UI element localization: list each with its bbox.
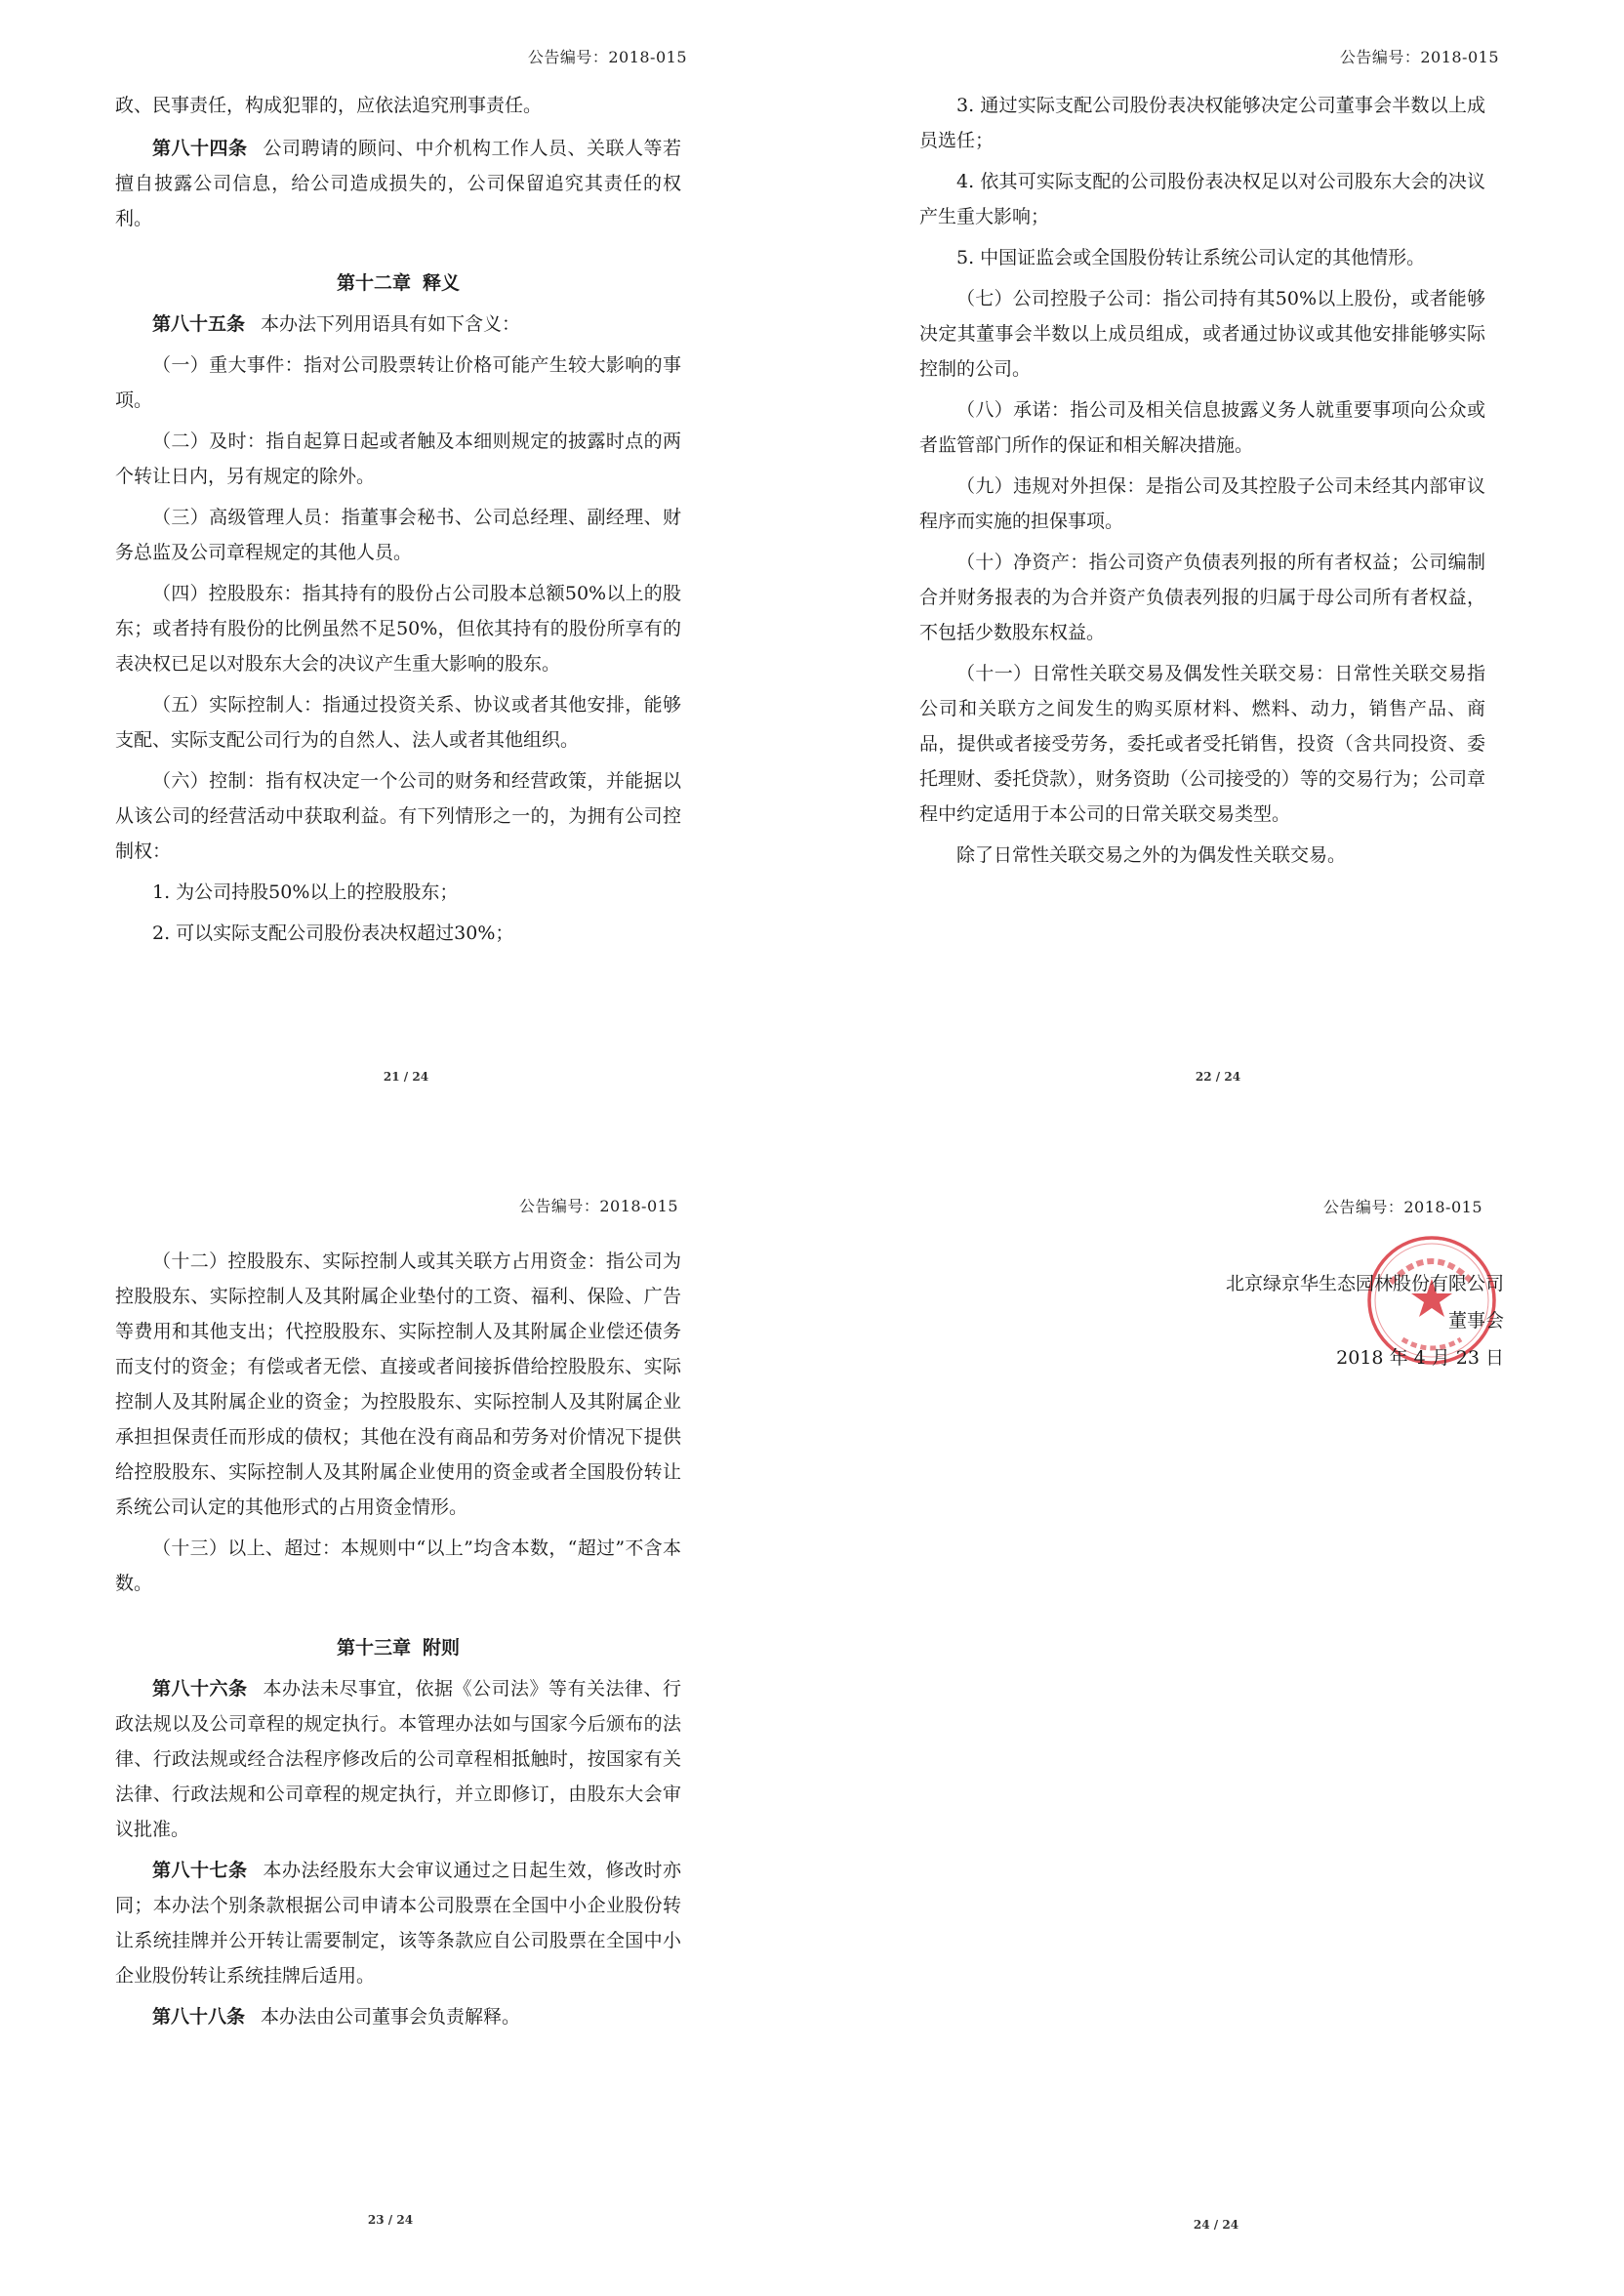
page-23	[0, 1148, 812, 2296]
page-22	[812, 0, 1624, 1148]
definition-item: （四）控股股东：指其持有的股份占公司股本总额50%以上的股东；或者持有股份的比例虽然不足50%，但依其持有的股份所享有的表决权已足以对股东大会的决议产生重大影响的股东。	[115, 583, 681, 675]
signature-block	[1226, 1265, 1504, 1376]
definition-item: （十一）日常性关联交易及偶发性关联交易：日常性关联交易指公司和关联方之间发生的购买原材料、燃料、动力，销售产品、商品，提供或者接受劳务，委托或者受托销售，投资（含共同投资、委托理财、委托贷款），财务资助（公司接受的）等的交易行为；公司章程中约定适用于本公司的日常关联交易类型。	[919, 663, 1485, 825]
page-24	[812, 1148, 1624, 2296]
paragraph-text: 本办法下列用语具有如下含义：	[261, 313, 521, 335]
chapter-name: 释义	[423, 272, 461, 294]
article-paragraph	[115, 1999, 681, 2034]
paragraph-text: 本办法未尽事宜，依据《公司法》等有关法律、行政法规以及公司章程的规定执行。本管理办法如与国家今后颁布的法律、行政法规或经合法程序修改后的公司章程相抵触时，按国家有关法律、行政法规和公司章程的规定执行，并立即修订，由股东大会审议批准。	[115, 1678, 681, 1840]
page-number: 23 / 24	[367, 2213, 414, 2227]
list-item: 2. 可以实际支配公司股份表决权超过30%；	[152, 922, 514, 944]
doc-number: 公告编号：2018-015	[1322, 1198, 1482, 1216]
chapter-heading	[115, 1630, 681, 1665]
page-body	[115, 88, 681, 957]
definition-item: （三）高级管理人员：指董事会秘书、公司总经理、副经理、财务总监及公司章程规定的其他人员。	[115, 507, 681, 563]
paragraph-text: 本办法由公司董事会负责解释。	[261, 2006, 521, 2028]
paragraph-text: 本办法经股东大会审议通过之日起生效，修改时亦同；本办法个别条款根据公司申请本公司股票在全国中小企业股份转让系统挂牌并公开转让需要制定，该等条款应自公司股票在全国中小企业股份转让系统挂牌后适用。	[115, 1860, 681, 1987]
page-21	[0, 0, 812, 1148]
definition-item: （十）净资产：指公司资产负债表列报的所有者权益；公司编制合并财务报表的为合并资产负债表列报的归属于母公司所有者权益，不包括少数股东权益。	[919, 552, 1485, 643]
definition-item: （七）公司控股子公司：指公司持有其50%以上股份，或者能够决定其董事会半数以上成员组成，或者通过协议或其他安排能够实际控制的公司。	[919, 288, 1485, 380]
chapter-name: 附则	[423, 1637, 461, 1659]
article-paragraph	[115, 307, 681, 342]
board-name: 董事会	[1447, 1310, 1504, 1332]
list-item: 5. 中国证监会或全国股份转让系统公司认定的其他情形。	[956, 247, 1426, 268]
page-body	[115, 1244, 681, 2040]
article-paragraph	[115, 1671, 681, 1847]
paragraph: 除了日常性关联交易之外的为偶发性关联交易。	[956, 844, 1347, 866]
paragraph-text: 公司聘请的顾问、中介机构工作人员、关联人等若擅自披露公司信息，给公司造成损失的，公司保留追究其责任的权利。	[115, 138, 681, 229]
article-number: 第八十八条	[152, 2006, 246, 2028]
article-number: 第八十五条	[152, 313, 246, 335]
company-name: 北京绿京华生态园林股份有限公司	[1225, 1273, 1504, 1294]
chapter-heading	[115, 266, 681, 301]
article-number: 第八十七条	[152, 1860, 248, 1881]
doc-number: 公告编号：2018-015	[518, 1197, 678, 1215]
definition-item: （八）承诺：指公司及相关信息披露义务人就重要事项向公众或者监管部门所作的保证和相关解决措施。	[919, 399, 1485, 456]
list-item: 3. 通过实际支配公司股份表决权能够决定公司董事会半数以上成员选任；	[919, 95, 1485, 151]
chapter-number: 第十二章	[336, 272, 411, 294]
definition-item: （十三）以上、超过：本规则中“以上”均含本数，“超过”不含本数。	[115, 1538, 681, 1594]
list-item: 1. 为公司持股50%以上的控股股东；	[152, 882, 459, 903]
page-number: 22 / 24	[1195, 1070, 1241, 1084]
doc-number: 公告编号：2018-015	[1339, 48, 1499, 66]
page-body	[919, 88, 1485, 879]
list-item: 4. 依其可实际支配的公司股份表决权足以对公司股东大会的决议产生重大影响；	[919, 171, 1485, 227]
article-number: 第八十六条	[152, 1678, 248, 1700]
signature-date: 2018 年 4 月 23 日	[1336, 1347, 1504, 1369]
paragraph	[115, 88, 681, 123]
doc-number: 公告编号：2018-015	[527, 48, 687, 66]
definition-item: （九）违规对外担保：是指公司及其控股子公司未经其内部审议程序而实施的担保事项。	[919, 475, 1485, 532]
page-number: 21 / 24	[383, 1070, 429, 1084]
article-paragraph	[115, 131, 681, 236]
definition-item: （二）及时：指自起算日起或者触及本细则规定的披露时点的两个转让日内，另有规定的除外。	[115, 430, 681, 487]
article-number: 第八十四条	[152, 138, 248, 159]
definition-item: （五）实际控制人：指通过投资关系、协议或者其他安排，能够支配、实际支配公司行为的自然人、法人或者其他组织。	[115, 694, 681, 751]
chapter-number: 第十三章	[336, 1637, 411, 1659]
paragraph-text: 政、民事责任，构成犯罪的，应依法追究刑事责任。	[115, 95, 543, 116]
definition-item: （一）重大事件：指对公司股票转让价格可能产生较大影响的事项。	[115, 354, 681, 411]
definition-item: （十二）控股股东、实际控制人或其关联方占用资金：指公司为控股股东、实际控制人及其附属企业垫付的工资、福利、保险、广告等费用和其他支出；代控股股东、实际控制人及其附属企业偿还债务而支付的资金；有偿或者无偿、直接或者间接拆借给控股股东、实际控制人及其附属企业的资金；为控股股东、实际控制人及其附属企业承担担保责任而形成的债权；其他在没有商品和劳务对价情况下提供给控股股东、实际控制人及其附属企业使用的资金或者全国股份转让系统公司认定的其他形式的占用资金情形。	[115, 1250, 681, 1518]
definition-item: （六）控制：指有权决定一个公司的财务和经营政策，并能据以从该公司的经营活动中获取利益。有下列情形之一的，为拥有公司控制权：	[115, 770, 681, 862]
page-number: 24 / 24	[1193, 2218, 1239, 2232]
article-paragraph	[115, 1853, 681, 1993]
